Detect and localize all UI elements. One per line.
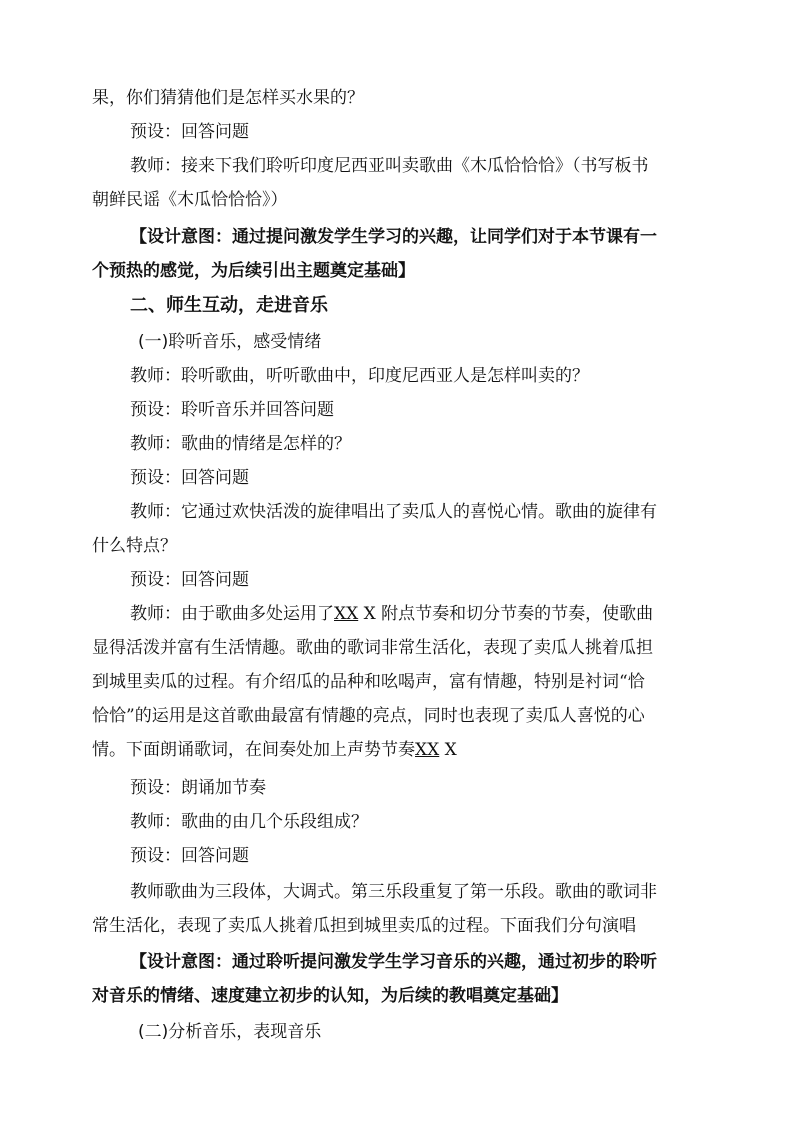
subsection-heading: (二)分析音乐，表现音乐 bbox=[138, 1022, 322, 1042]
paragraph-line: 到城里卖瓜的过程。有介绍瓜的品种和吆喝声，富有情趣，特别是衬词“恰 bbox=[92, 672, 645, 692]
paragraph-line bbox=[130, 602, 653, 626]
paragraph-line: 教师：歌曲的由几个乐段组成？ bbox=[130, 812, 368, 832]
paragraph-line: 教师：它通过欢快活泼的旋律唱出了卖瓜人的喜悦心情。歌曲的旋律有 bbox=[130, 502, 657, 522]
paragraph-line: 预设：回答问题 bbox=[130, 468, 249, 488]
line-text: 教师：由于歌曲多处运用了 bbox=[130, 604, 334, 624]
paragraph-line: 果，你们猜猜他们是怎样买水果的？ bbox=[92, 88, 364, 108]
rhythm-notation: X bbox=[444, 740, 457, 760]
paragraph-line: 预设：回答问题 bbox=[130, 122, 249, 142]
paragraph-line: 朝鲜民谣《木瓜恰恰恰》） bbox=[92, 190, 288, 210]
paragraph-line: 什么特点？ bbox=[92, 536, 177, 556]
paragraph-line: 教师：接来下我们聆听印度尼西亚叫卖歌曲《木瓜恰恰恰》（书写板书 bbox=[130, 156, 649, 176]
paragraph-line: 教师：歌曲的情绪是怎样的？ bbox=[130, 434, 351, 454]
line-text: 情。下面朗诵歌词，在间奏处加上声势节奏 bbox=[92, 740, 415, 760]
paragraph-line bbox=[92, 738, 457, 762]
design-intent-note: 【设计意图：通过聆听提问激发学生学习音乐的兴趣，通过初步的聆听 bbox=[130, 952, 657, 972]
rhythm-notation: XX bbox=[334, 604, 359, 624]
paragraph-line: 预设：朗诵加节奏 bbox=[130, 778, 266, 798]
subsection-heading: (一)聆听音乐，感受情绪 bbox=[138, 332, 322, 352]
design-intent-note: 个预热的感觉，为后续引出主题奠定基础】 bbox=[92, 261, 415, 281]
paragraph-line: 显得活泼并富有生活情趣。歌曲的歌词非常生活化，表现了卖瓜人挑着瓜担 bbox=[92, 638, 653, 658]
paragraph-line: 常生活化，表现了卖瓜人挑着瓜担到城里卖瓜的过程。下面我们分句演唱 bbox=[92, 916, 636, 936]
rhythm-notation: X bbox=[363, 604, 376, 624]
paragraph-line: 教师：聆听歌曲，听听歌曲中，印度尼西亚人是怎样叫卖的？ bbox=[130, 366, 589, 386]
rhythm-notation: XX bbox=[415, 740, 440, 760]
paragraph-line: 预设：回答问题 bbox=[130, 846, 249, 866]
paragraph-line: 预设：回答问题 bbox=[130, 570, 249, 590]
section-heading: 二、师生互动，走进音乐 bbox=[130, 295, 328, 316]
design-intent-note: 【设计意图：通过提问激发学生学习的兴趣，让同学们对于本节课有一 bbox=[130, 227, 657, 247]
paragraph-line: 预设：聆听音乐并回答问题 bbox=[130, 400, 334, 420]
paragraph-line: 恰恰”的运用是这首歌曲最富有情趣的亮点，同时也表现了卖瓜人喜悦的心 bbox=[92, 706, 645, 726]
paragraph-line: 教师歌曲为三段体，大调式。第三乐段重复了第一乐段。歌曲的歌词非 bbox=[130, 882, 657, 902]
design-intent-note: 对音乐的情绪、速度建立初步的认知，为后续的教唱奠定基础】 bbox=[92, 986, 568, 1006]
line-text: 附点节奏和切分节奏的节奏，使歌曲 bbox=[381, 604, 654, 624]
